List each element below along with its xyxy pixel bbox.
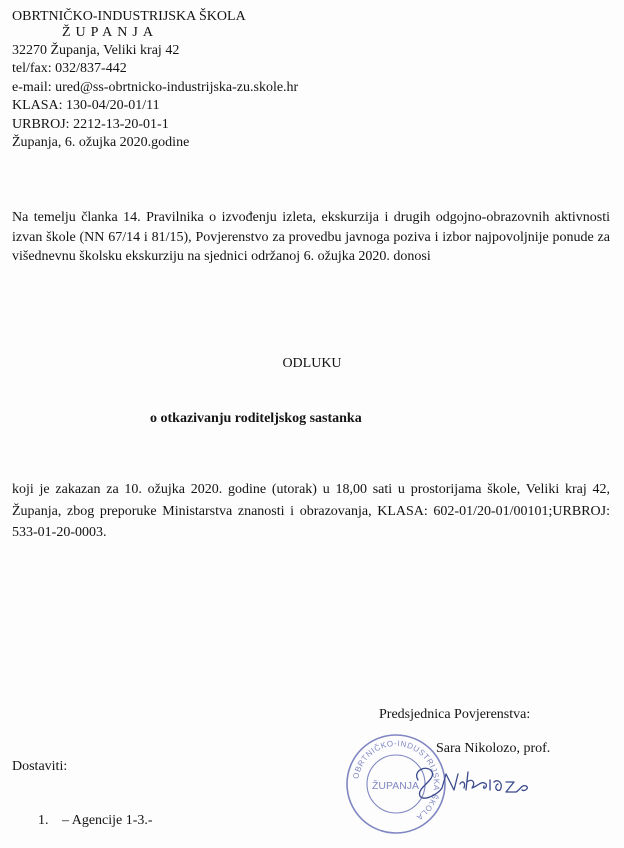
distribution-label: Dostaviti: [12, 759, 68, 774]
school-name: OBRTNIČKO-INDUSTRIJSKA ŠKOLA [12, 9, 246, 24]
signature-role: Predsjednica Povjerenstva: [379, 707, 531, 722]
seal-center-text: ŽUPANJA [372, 780, 420, 792]
urbroj-number: URBROJ: 2212-13-20-01-1 [12, 117, 169, 132]
distribution-item-text: – Agencije 1-3.- [62, 813, 153, 828]
klasa-number: KLASA: 130-04/20-01/11 [12, 98, 160, 113]
seal-ring-text: OBRTNIČKO-INDUSTRIJSKA ŠKOLA [351, 738, 442, 823]
school-address: 32270 Županja, Veliki kraj 42 [12, 43, 180, 58]
body-paragraph: koji je zakazan za 10. ožujka 2020. godine (utorak) u 18,00 sati u prostorijama škole, Veliki kraj 42, Županja, zbog preporuke Ministarstva znanosti i obrazovanja, KLASA: 602-01/20-01/00101;URBROJ: 533-01-20-0003. [12, 482, 610, 540]
signature-name: Sara Nikolozo, prof. [436, 741, 551, 756]
decision-title: ODLUKU [282, 356, 342, 371]
place-date: Županja, 6. ožujka 2020.godine [12, 135, 190, 150]
decision-subtitle: o otkazivanju roditeljskog sastanka [150, 411, 362, 426]
intro-paragraph: Na temelju članka 14. Pravilnika o izvođenju izleta, ekskurzija i drugih odgojno-obrazovnih aktivnosti izvan škole (NN 67/14 i 81/15), Povjerenstvo za provedbu javnoga poziva i izbor najpovoljnije ponude za višednevnu školsku ekskurziju na sjednici održanoj 6. ožujka 2020. donosi [12, 210, 610, 264]
distribution-item [38, 813, 153, 829]
list-number: 1. [38, 813, 49, 828]
school-email: e-mail: ured@ss-obrtnicko-industrijska-zu.skole.hr [12, 80, 299, 95]
handwritten-signature [398, 750, 538, 808]
school-phone: tel/fax: 032/837-442 [12, 61, 127, 76]
school-city: ŽUPANJA [62, 25, 158, 40]
